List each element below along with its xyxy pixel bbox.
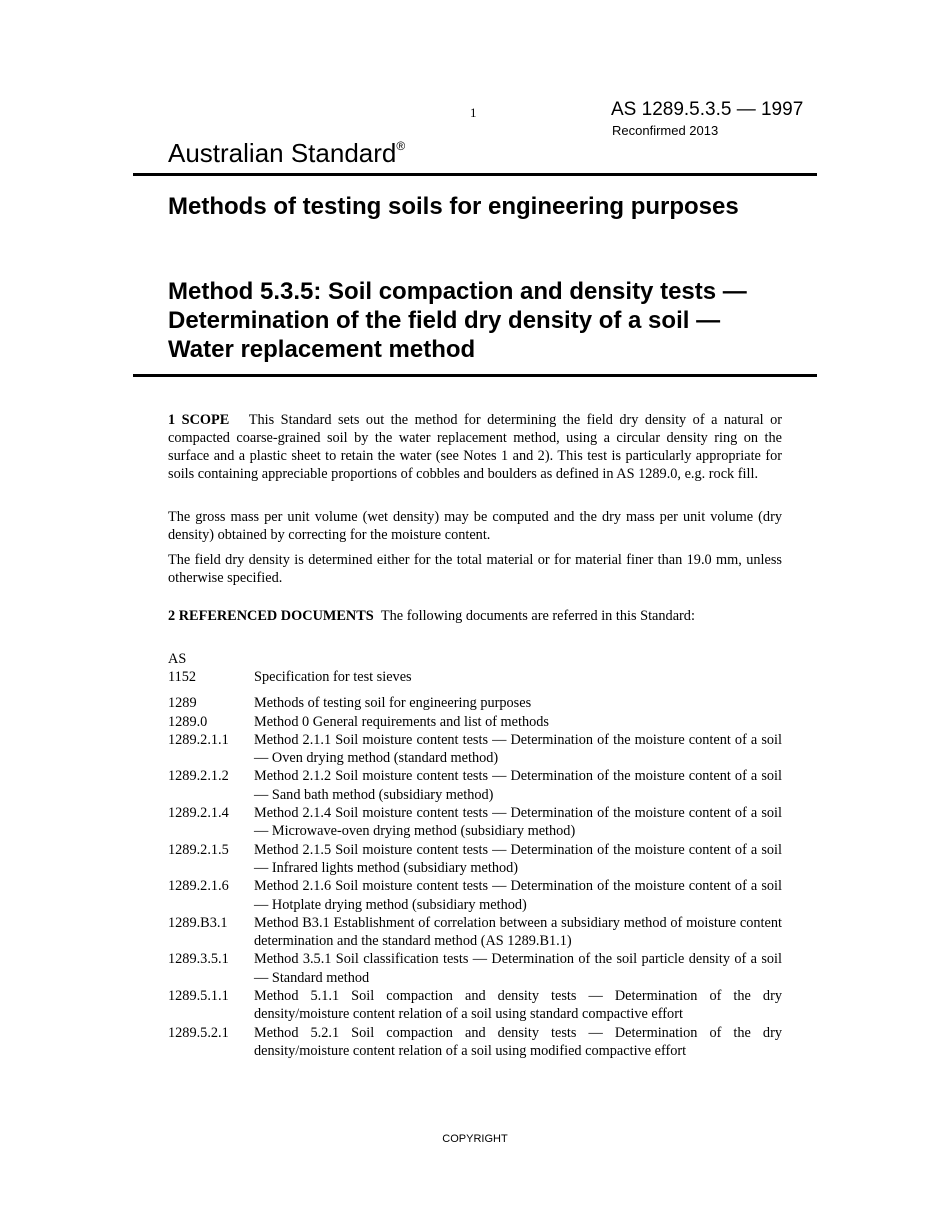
reference-code: 1289.0 (168, 713, 208, 730)
document-subtitle: Method 5.3.5: Soil compaction and density tests — Determination of the field dry density of a soil — Water replacement method (168, 278, 747, 363)
reference-code: 1289.2.1.1 (168, 731, 229, 748)
top-divider (133, 173, 817, 176)
reference-item (168, 713, 782, 731)
reference-code: 1289.2.1.2 (168, 768, 229, 785)
scope-paragraph (168, 411, 782, 483)
copyright-notice: COPYRIGHT (442, 1133, 508, 1145)
scope-text: This Standard sets out the method for determining the field dry density of a natural or compacted coarse-grained soil by the water replacement method, using a circular density ring on the surface and a plastic sheet to retain the water (see Notes 1 and 2). This test is particularly appropriate for soils containing appreciable proportions of cobbles and boulders as defined in AS 1289.0, e.g. rock fill. (168, 412, 782, 482)
reference-item (168, 950, 782, 987)
reference-code: 1289.5.2.1 (168, 1024, 229, 1041)
reference-item (168, 731, 782, 768)
reference-description: Method 2.1.4 Soil moisture content tests — Determination of the moisture content of a soil — Microwave-oven drying method (subsidiary method) (254, 805, 782, 840)
reference-description: Method B3.1 Establishment of correlation between a subsidiary method of moisture content determination and the standard method (AS 1289.B1.1) (254, 914, 782, 950)
reference-code: 1289.3.5.1 (168, 951, 229, 968)
reference-description: Method 2.1.5 Soil moisture content tests — Determination of the moisture content of a soil — Infrared lights method (subsidiary method) (254, 841, 782, 876)
referenced-documents-paragraph (168, 607, 782, 625)
reference-item (168, 987, 782, 1024)
reference-code: 1289.2.1.4 (168, 805, 229, 822)
publisher-name: Australian Standard (168, 138, 397, 168)
reference-code: 1289.2.1.6 (168, 878, 229, 895)
scope-paragraph-3: The field dry density is determined either for the total material or for material finer than 19.0 mm, unless otherwise specified. (168, 552, 782, 586)
reference-code: 1152 (168, 669, 197, 685)
reference-description: Specification for test sieves (254, 669, 412, 685)
bottom-divider (133, 374, 817, 377)
reference-description: Method 2.1.2 Soil moisture content tests — Determination of the moisture content of a soil — Sand bath method (subsidiary method) (254, 768, 782, 803)
standard-code: AS 1289.5.3.5 — 1997 (611, 99, 804, 120)
scope-heading: 1 SCOPE (168, 412, 230, 428)
reference-description: Method 5.1.1 Soil compaction and density tests — Determination of the dry density/moisture content relation of a soil using standard compactive effort (254, 988, 782, 1023)
reference-item (168, 804, 782, 841)
reference-description: Method 2.1.6 Soil moisture content tests — Determination of the moisture content of a soil — Hotplate drying method (subsidiary method) (254, 878, 782, 913)
referenced-heading: 2 REFERENCED DOCUMENTS (168, 608, 374, 624)
scope-paragraph-2: The gross mass per unit volume (wet density) may be computed and the dry mass per unit volume (dry density) obtained by correcting for the moisture content. (168, 509, 782, 543)
reference-item (168, 1024, 782, 1061)
reference-list (168, 668, 782, 1060)
reference-code: 1289.5.1.1 (168, 988, 229, 1005)
registered-mark: ® (396, 139, 406, 153)
reference-code: 1289 (168, 695, 197, 712)
reference-code: 1289.B3.1 (168, 914, 228, 931)
reference-item (168, 694, 782, 712)
reference-description: Methods of testing soil for engineering purposes (254, 695, 532, 712)
reference-item (168, 668, 782, 686)
as-prefix: AS (168, 651, 187, 667)
reference-item (168, 914, 782, 951)
reference-description: Method 2.1.1 Soil moisture content tests — Determination of the moisture content of a soil — Oven drying method (standard method) (254, 731, 782, 767)
reference-description: Method 3.5.1 Soil classification tests — Determination of the soil particle density of a soil — Standard method (254, 951, 782, 986)
reference-item (168, 841, 782, 878)
referenced-intro: The following documents are referred in this Standard: (380, 608, 695, 624)
reference-item (168, 767, 782, 804)
reference-item (168, 877, 782, 914)
publisher-title (168, 138, 405, 169)
reference-description: Method 5.2.1 Soil compaction and density tests — Determination of the dry density/moisture content relation of a soil using modified compactive effort (254, 1024, 782, 1059)
reference-code: 1289.2.1.5 (168, 841, 229, 858)
document-title: Methods of testing soils for engineering purposes (168, 193, 739, 220)
reference-description: Method 0 General requirements and list of methods (254, 713, 549, 730)
reconfirmed-note: Reconfirmed 2013 (612, 123, 719, 138)
page-number: 1 (470, 105, 477, 120)
